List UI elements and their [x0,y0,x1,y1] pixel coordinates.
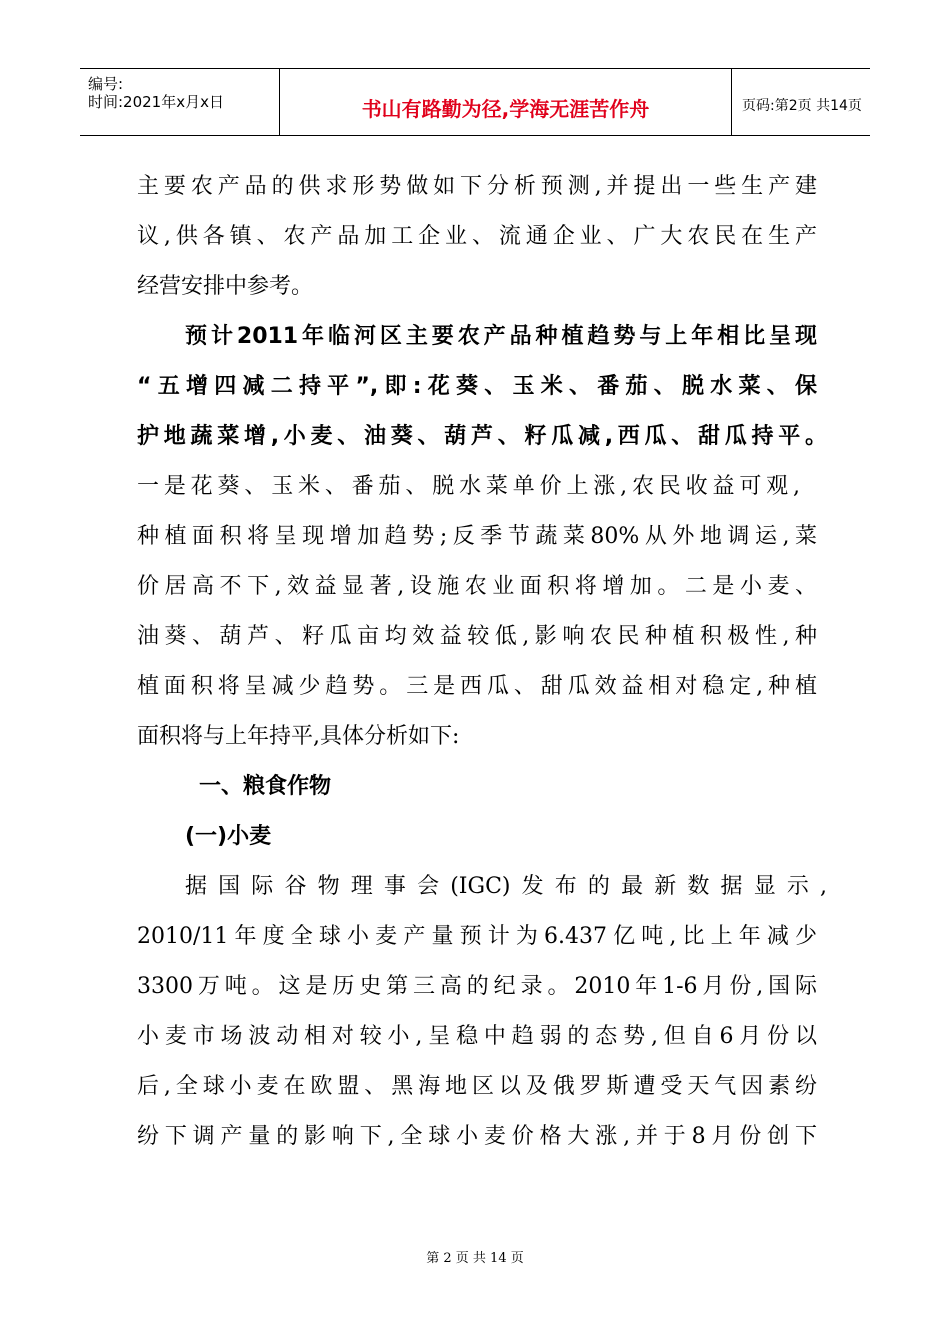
body-line: 议,供各镇、农产品加工企业、流通企业、广大农民在生产 [137,224,817,249]
summary-line: 护地蔬菜增,小麦、油葵、葫芦、籽瓜减,西瓜、甜瓜持平。 [137,424,827,449]
summary-line: 预计2011年临河区主要农产品种植趋势与上年相比呈现 [185,324,817,349]
body-line: 后,全球小麦在欧盟、黑海地区以及俄罗斯遭受天气因素纷 [137,1074,817,1099]
body-line: 价居高不下,效益显著,设施农业面积将增加。二是小麦、 [137,574,817,599]
header-page-cell [732,69,870,135]
page-header [80,68,870,136]
header-motto: 书山有路勤为径,学海无涯苦作舟 [361,97,650,121]
body-line: 经营安排中参考。 [137,274,314,299]
header-motto-cell [280,69,732,135]
body-line: 面积将与上年持平,具体分析如下: [137,724,460,749]
body-line: 种植面积将呈现增加趋势;反季节蔬菜80%从外地调运,菜 [137,524,817,549]
summary-line: “五增四减二持平”,即:花葵、玉米、番茄、脱水菜、保 [137,374,817,399]
doc-time-label: 时间:2021年x月x日 [88,93,224,111]
body-line: 小麦市场波动相对较小,呈稳中趋弱的态势,但自6月份以 [137,1024,817,1049]
body-line: 一是花葵、玉米、番茄、脱水菜单价上涨,农民收益可观, [137,474,800,499]
body-line: 3300万吨。这是历史第三高的纪录。2010年1-6月份,国际 [137,974,817,999]
page-footer: 第 2 页 共 14 页 [426,1251,524,1266]
body-line: 油葵、葫芦、籽瓜亩均效益较低,影响农民种植积极性,种 [137,624,817,649]
header-page-info: 页码:第2页 共14页 [742,98,862,114]
doc-number-label: 编号: [88,75,124,93]
section-heading: 一、粮食作物 [199,774,332,799]
body-line: 纷下调产量的影响下,全球小麦价格大涨,并于8月份创下 [137,1124,817,1149]
body-line: 2010/11年度全球小麦产量预计为6.437亿吨,比上年减少 [137,924,817,949]
body-line: 主要农产品的供求形势做如下分析预测,并提出一些生产建 [137,174,817,199]
header-meta [80,69,280,135]
subsection-heading: (一)小麦 [185,824,272,849]
body-line: 据国际谷物理事会(IGC)发布的最新数据显示, [185,874,827,899]
body-line: 植面积将呈减少趋势。三是西瓜、甜瓜效益相对稳定,种植 [137,674,817,699]
